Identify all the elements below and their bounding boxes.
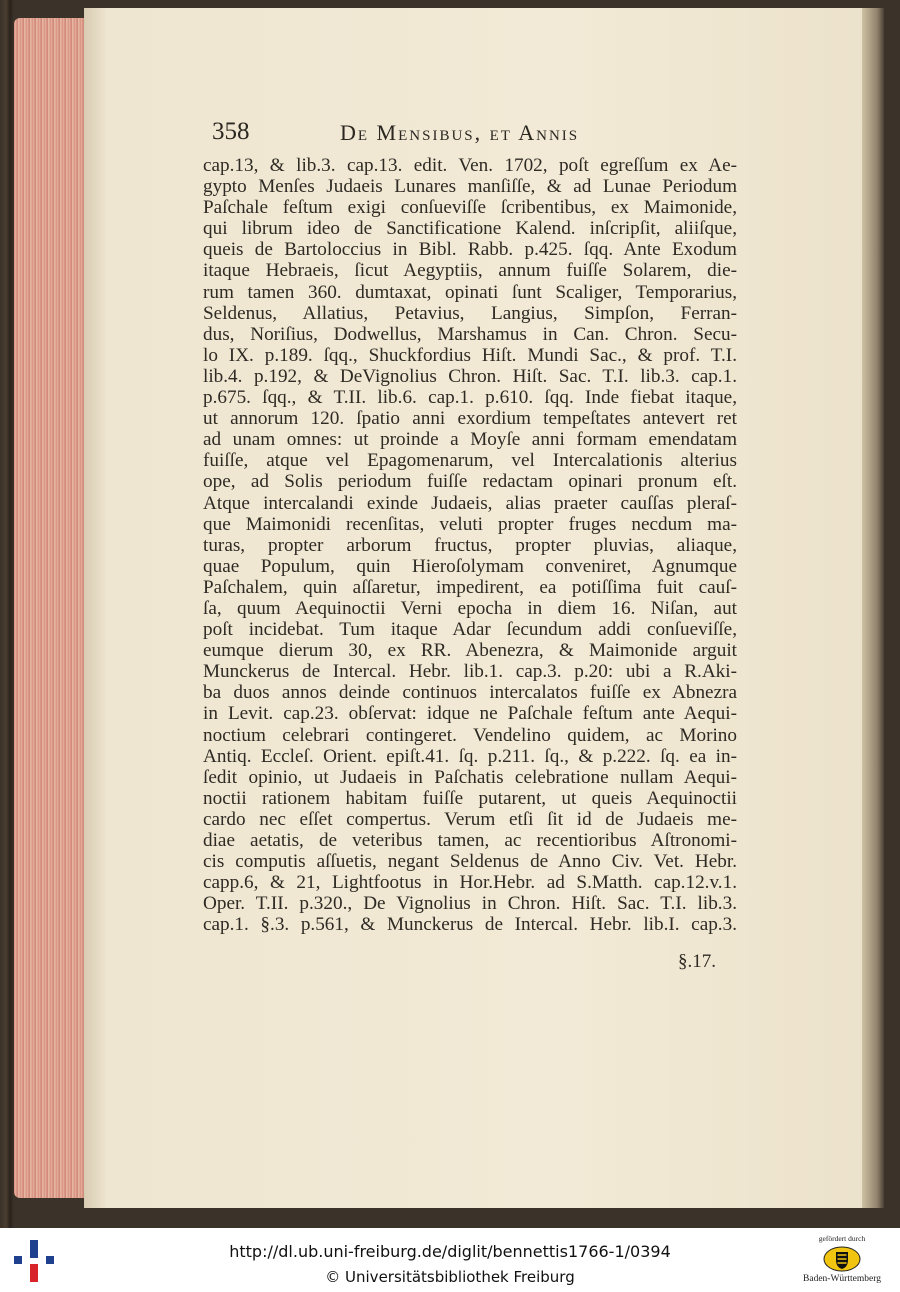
catchword: §.17. [678, 951, 716, 972]
sponsor-caption: gefördert durch [818, 1234, 866, 1243]
text-line: eumque dierum 30, ex RR. Abenezra, & Maimonide arguit [203, 640, 737, 662]
text-line: qui librum ideo de Sanctificatione Kalend. inſcripſit, aliiſque, [203, 218, 737, 240]
text-line: quae Populum, quin Hieroſolymam conveniret, Agnumque [203, 555, 737, 577]
book-gutter [862, 8, 884, 1208]
text-line: Seldenus, Allatius, Petavius, Langius, Simpſon, Ferran- [203, 302, 737, 324]
text-line: gypto Menſes Judaeis Lunares manſiſſe, & ad Lunae Periodum [203, 176, 737, 198]
viewer-footer [0, 1228, 900, 1292]
page-edges [14, 18, 86, 1198]
text-line: ut annorum 120. ſpatio anni exordium tempeſtates antevert ret [203, 408, 737, 430]
text-line: cap.1. §.3. p.561, & Munckerus de Intercal. Hebr. lib.I. cap.3. [203, 914, 737, 936]
text-line: lib.4. p.192, & DeVignolius Chron. Hiſt. Sac. T.I. lib.3. cap.1. [203, 365, 737, 387]
text-line: Munckerus de Intercal. Hebr. lib.1. cap.3. p.20: ubi a R.Aki- [203, 661, 737, 683]
text-line: ſedit opinio, ut Judaeis in Paſchatis celebratione nullam Aequi- [203, 766, 737, 788]
text-line: Antiq. Eccleſ. Orient. epiſt.41. ſq. p.211. ſq., & p.222. ſq. ea in- [203, 745, 737, 767]
text-line: in Levit. cap.23. obſervat: idque ne Paſchale feſtum ante Aequi- [203, 703, 737, 725]
text-line: ad unam omnes: ut proinde a Moyſe anni formam emendatam [203, 429, 737, 451]
text-line: Paſchale feſtum exigi conſueviſſe ſcribentibus, ex Maimonide, [203, 197, 737, 219]
page-header [212, 118, 712, 152]
text-line: turas, propter arborum fructus, propter pluvias, aliaque, [203, 534, 737, 556]
text-line: p.675. ſqq., & T.II. lib.6. cap.1. p.610. ſqq. Inde fiebat itaque, [203, 387, 737, 409]
text-line: noctium celebrari contingeret. Vendelino quidem, ac Morino [203, 724, 737, 746]
text-line: cardo nec eſſet compertus. Verum etſi ſit id de Judaeis me- [203, 808, 737, 830]
text-line: rum tamen 360. dumtaxat, opinati ſunt Scaliger, Temporarius, [203, 281, 737, 303]
text-line: Paſchalem, quin aſſaretur, impedirent, ea potiſſima fuit cauſ- [203, 576, 737, 598]
page-number: 358 [212, 118, 250, 145]
text-line: fuiſſe, atque vel Epagomenarum, vel Intercalationis alterius [203, 450, 737, 472]
sponsor-name: Baden-Württemberg [803, 1274, 881, 1284]
text-line: ope, ad Solis periodum fuiſſe redactam opinari pronum eſt. [203, 471, 737, 493]
text-line: poſt incidebat. Tum itaque Adar ſecundum addi conſueviſſe, [203, 619, 737, 641]
text-line: Oper. T.II. p.320., De Vignolius in Chron. Hiſt. Sac. T.I. lib.3. [203, 893, 737, 915]
text-line: noctii rationem habitam fuiſſe putarent, ut queis Aequinoctii [203, 787, 737, 809]
text-line: itaque Hebraeis, ſicut Aegyptiis, annum fuiſſe Solarem, die- [203, 260, 737, 282]
text-line: diae aetatis, de veteribus tamen, ac recentioribus Aſtronomi- [203, 830, 737, 851]
running-head: De Mensibus, et Annis [340, 120, 580, 145]
page-url[interactable]: http://dl.ub.uni-freiburg.de/diglit/bennettis1766-1/0394 [229, 1242, 671, 1261]
text-line: cis computis aſſuetis, negant Seldenus de Anno Civ. Vet. Hebr. [203, 851, 737, 873]
text-line: que Maimonidi recenſitas, veluti propter fruges necdum ma- [203, 513, 737, 535]
text-line: dus, Noriſius, Dodwellus, Marshamus in Can. Chron. Secu- [203, 323, 737, 345]
text-line: cap.13, & lib.3. cap.13. edit. Ven. 1702, poſt egreſſum ex Ae- [203, 155, 737, 176]
text-line: capp.6, & 21, Lightfootus in Hor.Hebr. ad S.Matth. cap.12.v.1. [203, 872, 737, 894]
text-line: Atque intercalandi exinde Judaeis, alias praeter cauſſas pleraſ- [203, 492, 737, 514]
text-line: ſa, quum Aequinoctii Verni epocha in diem 16. Niſan, aut [203, 597, 737, 619]
copyright-notice: © Universitätsbibliothek Freiburg [325, 1268, 575, 1286]
coat-of-arms-icon [822, 1246, 862, 1272]
sponsor-badge [790, 1232, 894, 1290]
text-line: lo IX. p.189. ſqq., Shuckfordius Hiſt. Mundi Sac., & prof. T.I. [203, 344, 737, 366]
text-line: queis de Bartoloccius in Bibl. Rabb. p.425. ſqq. Ante Exodum [203, 239, 737, 261]
text-line: ba duos annos deinde continuos intercalatos fuiſſe ex Abnezra [203, 682, 737, 704]
body-text [203, 155, 737, 935]
